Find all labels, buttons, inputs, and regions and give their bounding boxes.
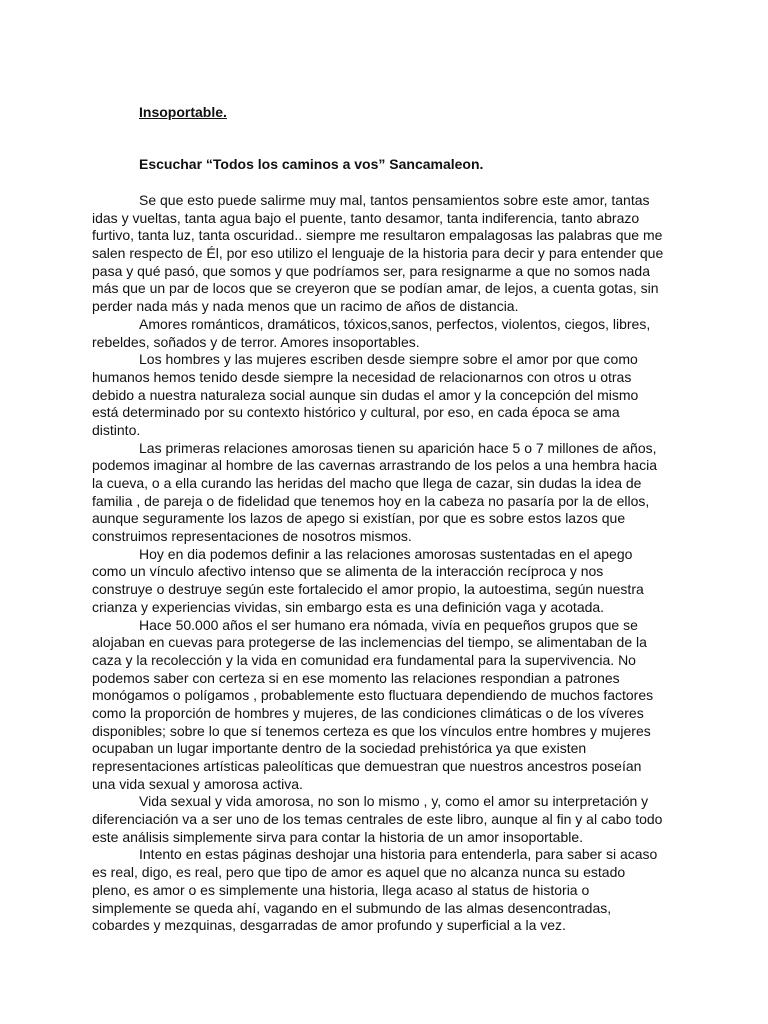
text-line: construimos representaciones de nosotros mismos. — [92, 528, 412, 545]
text-line: como un vínculo afectivo intenso que se alimenta de la interacción recíproca y nos — [92, 563, 604, 580]
text-line: una vida sexual y amorosa activa. — [92, 775, 303, 792]
text-line: monógamos o polígamos , probablemente esto fluctuara dependiendo de muchos factores — [92, 687, 654, 704]
text-line: humanos hemos tenido desde siempre la necesidad de relacionarnos con otros u otras — [92, 368, 632, 385]
text-line: la cueva, o a ella curando las heridas del macho que llega de cazar, sin dudas la idea de — [92, 475, 642, 491]
text-line: alojaban en cuevas para protegerse de las inclemencias del tiempo, se alimentaban de la — [92, 634, 647, 651]
text-line: Vida sexual y vida amorosa, no son lo mismo , y, como el amor su interpretación y — [139, 793, 649, 810]
text-line: debido a nuestra naturaleza social aunque sin dudas el amor y la concepción del mismo — [92, 386, 639, 403]
text-line: rebeldes, soñados y de terror. Amores insoportables. — [92, 333, 420, 350]
text-line: familia , de pareja o de fidelidad que tenemos hoy en la cabeza no pasaría por la de ellos, — [92, 492, 650, 509]
text-line: Se que esto puede salirme muy mal, tantos pensamientos sobre este amor, tantas — [139, 192, 650, 208]
text-line: es real, digo, es real, pero que tipo de amor es aquel que no alcanza nunca su estado — [92, 864, 626, 881]
text-line: podemos saber con certeza si en ese momento las relaciones respondian a patrones — [92, 669, 620, 686]
text-line: podemos imaginar al hombre de las cavernas arrastrando de los pelos a una hembra hacia — [92, 457, 657, 474]
document-title: Insoportable. — [139, 104, 227, 120]
text-line: ocupaban un lugar importante dentro de la sociedad prehistórica ya que existen — [92, 740, 587, 757]
text-line: perder nada más y nada menos que un racimo de años de distancia. — [92, 298, 519, 315]
text-line: Amores románticos, dramáticos, tóxicos,sanos, perfectos, violentos, ciegos, libres, — [139, 315, 651, 332]
text-line: construye o destruye según este fortalecido el amor propio, la autoestima, según nuestra — [92, 581, 644, 598]
text-line: Intento en estas páginas deshojar una historia para entenderla, para saber si acaso — [139, 846, 658, 863]
text-line: caza y la recolección y la vida en comunidad era fundamental para la supervivencia. No — [92, 651, 636, 668]
text-line: como la proporción de hombres y mujeres, de las condiciones climáticas o de los víveres — [92, 704, 644, 721]
text-line: Las primeras relaciones amorosas tienen su aparición hace 5 o 7 millones de años, — [139, 439, 657, 456]
text-line: disponibles; sobre lo que sí tenemos certeza es que los vínculos entre hombres y mujeres — [92, 722, 651, 739]
text-line: crianza y experiencias vividas, sin embargo esta es una definición vaga y acotada. — [92, 598, 605, 615]
text-line: este análisis simplemente sirva para contar la historia de un amor insoportable. — [92, 828, 584, 845]
text-line: pleno, es amor o es simplemente una historia, llega acaso al status de historia o — [92, 881, 590, 898]
document-body — [92, 192, 672, 935]
document-subtitle: Escuchar “Todos los caminos a vos” Sancamaleon. — [139, 156, 484, 172]
text-line: idas y vueltas, tanta agua bajo el puente, tanto desamor, tanta indiferencia, tanto abrazo — [92, 209, 640, 226]
text-line: aunque seguramente los lazos de apego si existían, por que es sobre estos lazos que — [92, 510, 626, 527]
text-line: está determinado por su contexto histórico y cultural, por eso, en cada época se ama — [92, 404, 620, 421]
text-line: Hace 50.000 años el ser humano era nómada, vivía en pequeños grupos que se — [139, 616, 638, 633]
text-line: más que un par de locos que se creyeron que se podían amar, de lejos, a cuenta gotas, sin — [92, 280, 659, 297]
text-line: Los hombres y las mujeres escriben desde siempre sobre el amor por que como — [139, 351, 638, 368]
text-line: distinto. — [92, 421, 141, 438]
text-line: cobardes y mezquinas, desgarradas de amor profundo y superficial a la vez. — [92, 917, 566, 934]
text-line: simplemente se queda ahí, vagando en el submundo de las almas desencontradas, — [92, 899, 612, 916]
text-line: Hoy en dia podemos definir a las relaciones amorosas sustentadas en el apego — [139, 545, 633, 562]
text-line: representaciones artísticas paleolíticas que demuestran que nuestros ancestros poseían — [92, 758, 642, 774]
text-line: furtivo, tanta luz, tanta oscuridad.. siempre me resultaron empalagosas las palabras que me — [92, 227, 663, 244]
text-line: diferenciación va a ser uno de los temas centrales de este libro, aunque al fin y al cabo todo — [92, 811, 663, 828]
text-line: salen respecto de Él, por eso utilizo el lenguaje de la historia para decir y para entender que — [92, 245, 664, 262]
text-line: pasa y qué pasó, que somos y que podríamos ser, para resignarme a que no somos nada — [92, 262, 651, 279]
